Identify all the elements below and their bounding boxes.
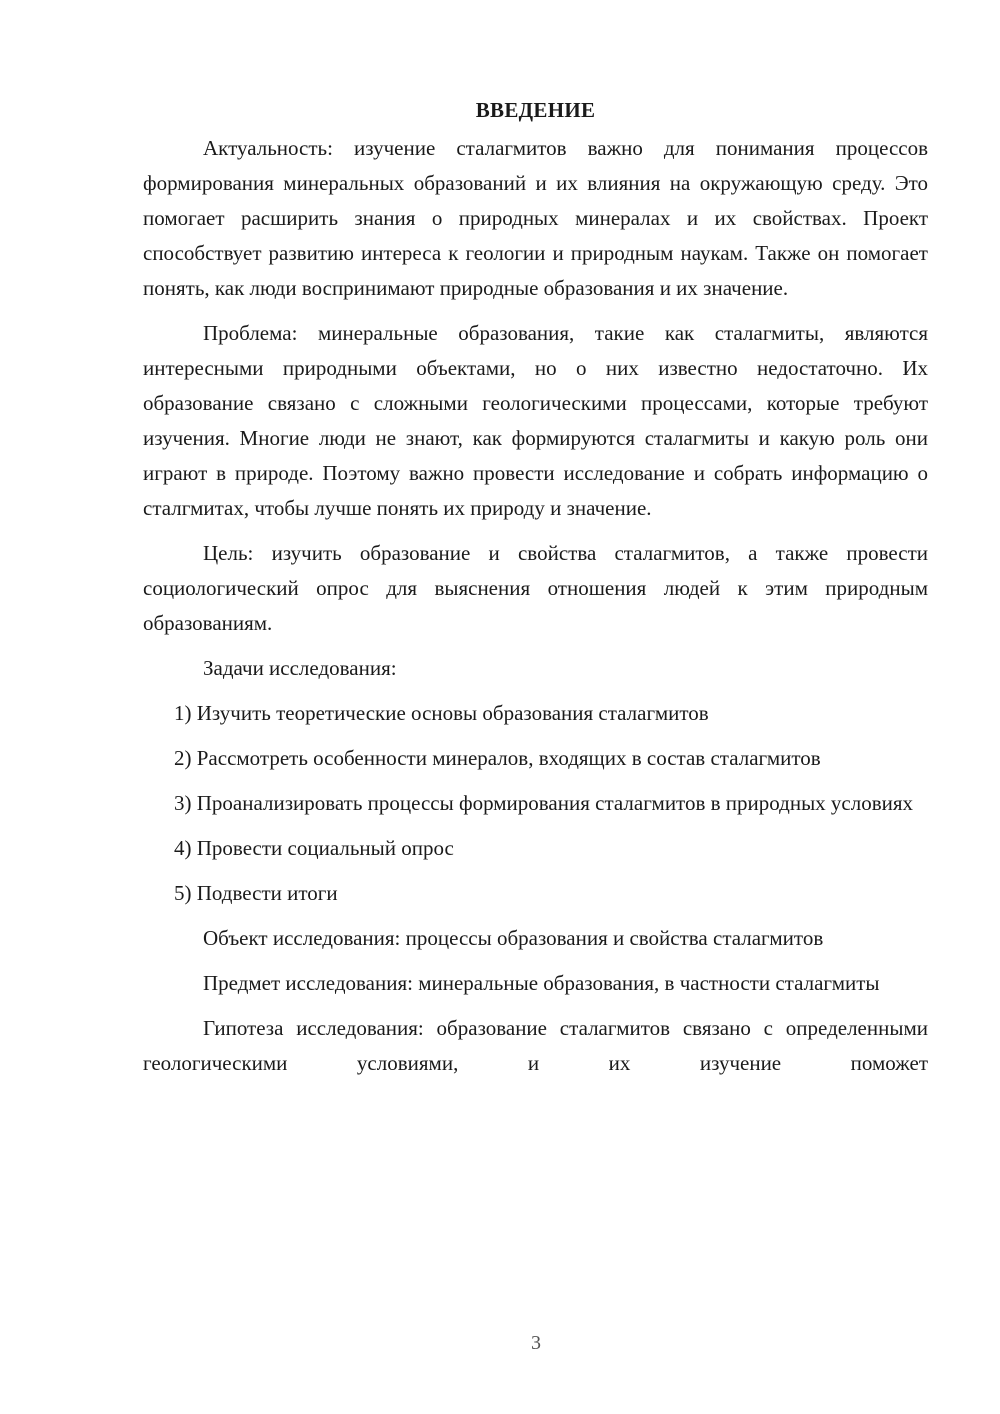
page-number: 3: [531, 1332, 541, 1354]
problem-paragraph: Проблема: минеральные образования, такие как сталагмиты, являются интересными природными объектами, но о них известно недостаточно. Их образование связано с сложными геологическими процессами, которые требуют изучения. Многие люди не знают, как формируются сталагмиты и какую роль они играют в природе. Поэтому важно провести исследование и собрать информацию о сталгмитах, чтобы лучше понять их природу и значение.: [143, 321, 928, 520]
task-item-5: 5) Подвести итоги: [174, 881, 338, 905]
document-body: [143, 92, 928, 1081]
task-item-3: 3) Проанализировать процессы формирования сталагмитов в природных условиях: [174, 791, 914, 815]
task-item-2: 2) Рассмотреть особенности минералов, входящих в состав сталагмитов: [174, 746, 821, 770]
section-heading: ВВЕДЕНИЕ: [475, 98, 596, 122]
research-subject-paragraph: Предмет исследования: минеральные образования, в частности сталагмиты: [203, 971, 880, 995]
research-object-paragraph: Объект исследования: процессы образования и свойства сталагмитов: [203, 926, 824, 950]
task-item-1: 1) Изучить теоретические основы образования сталагмитов: [174, 701, 709, 725]
goal-paragraph: Цель: изучить образование и свойства сталагмитов, а также провести социологический опрос для выяснения отношения людей к этим природным образованиям.: [143, 541, 928, 635]
relevance-paragraph: Актуальность: изучение сталагмитов важно для понимания процессов формирования минеральных образований и их влияния на окружающую среду. Это помогает расширить знания о природных минералах и их свойствах. Проект способствует развитию интереса к геологии и природным наукам. Также он помогает понять, как люди воспринимают природные образования и их значение.: [143, 136, 928, 300]
task-item-4: 4) Провести социальный опрос: [174, 836, 454, 860]
hypothesis-paragraph: Гипотеза исследования: образование сталагмитов связано с определенными геологическими условиями, и их изучение поможет: [143, 1016, 928, 1075]
tasks-heading: Задачи исследования:: [203, 656, 397, 680]
